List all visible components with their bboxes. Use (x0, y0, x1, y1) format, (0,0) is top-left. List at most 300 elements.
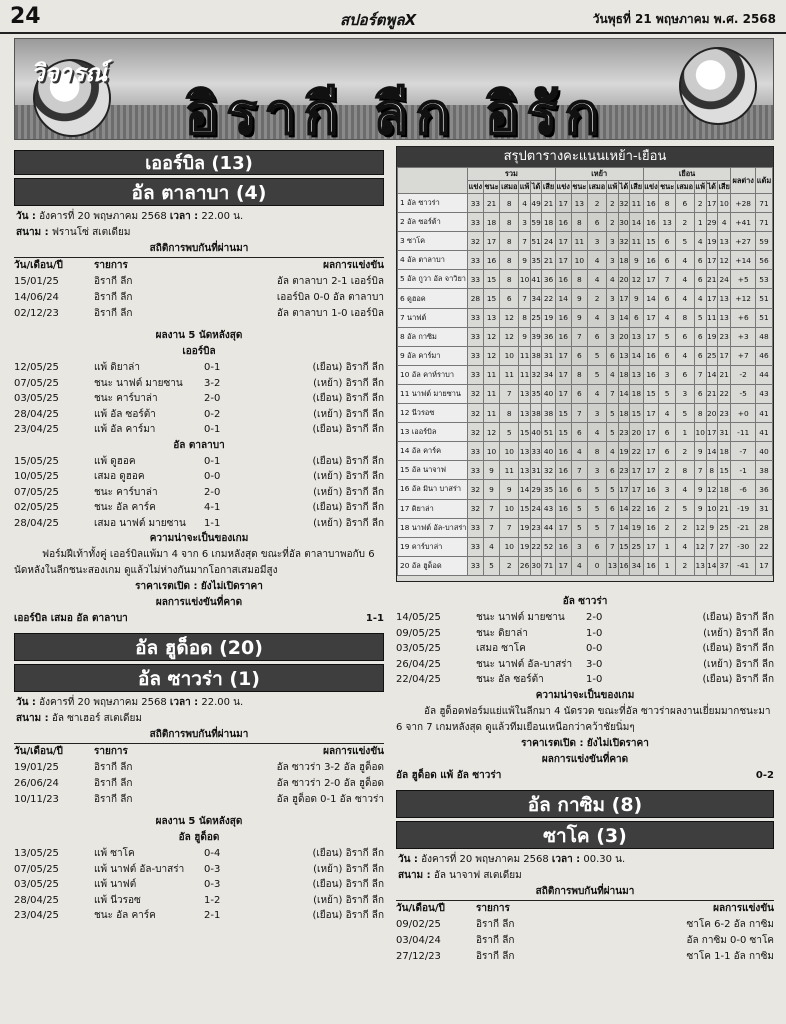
stat-cell: 16 (555, 308, 571, 327)
stat-cell: 5 (607, 404, 619, 423)
stat-cell: 20 (618, 327, 629, 346)
stat-cell: 4 (571, 442, 587, 461)
form-venue: (เหย้า) อิรากี ลีก (313, 863, 384, 875)
stat-cell: 33 (468, 327, 484, 346)
form-venue: (เหย้า) อิรากี ลีก (313, 377, 384, 389)
standings-row (398, 289, 773, 308)
stat-cell: 71 (542, 556, 556, 575)
form-venue: (เหย้า) อิรากี ลีก (313, 486, 384, 498)
team-name: 2 อัล ซอร์ต้า (398, 213, 468, 232)
stat-cell: 2 (675, 213, 694, 232)
column-header: ชนะ (483, 181, 499, 194)
standings-row (398, 251, 773, 270)
stat-cell: 27 (717, 537, 731, 556)
stat-cell: 10 (500, 442, 519, 461)
stat-cell: 23 (717, 404, 731, 423)
stat-cell: 9 (630, 251, 644, 270)
h2h-date: 02/12/23 (14, 308, 59, 319)
stat-cell: 24 (542, 232, 556, 251)
stat-cell: 15 (643, 232, 659, 251)
form-date: 22/04/25 (396, 674, 441, 685)
h2h-row (14, 760, 384, 776)
stat-cell: 35 (530, 251, 541, 270)
stat-cell: +12 (731, 289, 756, 308)
form-date: 13/05/25 (14, 848, 59, 859)
stat-cell: 41 (530, 270, 541, 289)
stat-cell: 4 (519, 194, 531, 213)
column-header: แข่ง (555, 181, 571, 194)
stat-cell: 14 (630, 213, 644, 232)
stat-cell: 48 (755, 327, 772, 346)
stat-cell: 6 (694, 270, 706, 289)
stat-cell: 13 (630, 327, 644, 346)
h2h-competition: อิรากี ลีก (94, 762, 133, 773)
stat-cell: 6 (659, 442, 675, 461)
stat-cell: 32 (468, 499, 484, 518)
match3-h2h-list (396, 917, 774, 965)
stat-cell: 32 (468, 404, 484, 423)
stat-cell: 4 (694, 232, 706, 251)
form-date: 07/05/25 (14, 863, 59, 875)
stat-cell: 17 (643, 537, 659, 556)
form-match: ชนะ นาฟต์ มายซาน (94, 377, 183, 389)
standings-row (398, 346, 773, 365)
match3-team-bar: ซาโค (3) (396, 821, 774, 849)
stat-cell: 25 (630, 537, 644, 556)
form-date: 14/05/25 (396, 612, 441, 623)
form-date: 10/05/25 (14, 471, 59, 482)
stat-cell: 33 (468, 213, 484, 232)
stat-cell: 16 (643, 213, 659, 232)
h2h-date: 14/06/24 (14, 292, 59, 303)
stat-cell: 11 (483, 384, 499, 403)
stat-cell: 14 (618, 308, 629, 327)
stat-cell: 8 (500, 251, 519, 270)
standings-title: สรุปตารางคะแนนเหย้า-เยือน (397, 147, 773, 167)
form-match: เสมอ นาฟต์ มายซาน (94, 517, 186, 529)
form-score: 1-2 (204, 894, 221, 906)
stat-cell: 31 (542, 346, 556, 365)
form-row (14, 908, 384, 924)
stat-cell: 2 (607, 194, 619, 213)
stat-cell: 17 (643, 308, 659, 327)
match1-teamB-label: อัล ตาลาบา (173, 439, 225, 451)
stat-cell: 3 (607, 308, 619, 327)
form-row (396, 657, 774, 673)
stat-cell: 38 (530, 346, 541, 365)
stat-cell: 20 (706, 404, 717, 423)
column-header: แพ้ (607, 181, 619, 194)
match1-prob-text: ฟอร์มฝีเท้าทั้งคู่ เออร์บิลแพ้มา 4 จาก 6 เกมหลังสุด ขณะที่อัล ตาลาบาพอกับ 6 นัดหลังในลีกชนะสองเกม ดูแล้วไม่ห่างกันมากโอกาสเสมอมีสูง (14, 549, 375, 576)
form-score: 0-3 (204, 863, 221, 875)
stat-cell: 10 (694, 423, 706, 442)
stat-cell: 19 (618, 442, 629, 461)
stat-cell: 12 (500, 308, 519, 327)
team-name: 13 เออร์บิล (398, 423, 468, 442)
stat-cell: 11 (630, 232, 644, 251)
stat-cell: 2 (694, 194, 706, 213)
stat-cell: 5 (588, 365, 607, 384)
stat-cell: 32 (530, 365, 541, 384)
stat-cell: 2 (607, 213, 619, 232)
form-score: 0-1 (204, 362, 221, 373)
team-name: 8 อัล กาซิม (398, 327, 468, 346)
stat-cell: 18 (483, 213, 499, 232)
stat-cell: 6 (659, 289, 675, 308)
column-header: เสมอ (588, 181, 607, 194)
stat-cell: 13 (519, 404, 531, 423)
page-number: 24 (10, 4, 41, 29)
form-match: ชนะ นาฟต์ มายซาน (476, 612, 565, 623)
standings-row (398, 556, 773, 575)
match3-info: วัน : อังคารที่ 20 พฤษภาคม 2568 เวลา : 00.30 น. สนาม : อัล นาจาฟ สเตเดียม (398, 853, 626, 881)
stat-cell: 13 (519, 461, 531, 480)
stat-cell: 17 (643, 442, 659, 461)
form-match: แพ้ ดูฮอค (94, 455, 136, 467)
stat-cell: 14 (706, 442, 717, 461)
stat-cell: 14 (618, 499, 629, 518)
stat-cell: 5 (659, 384, 675, 403)
stat-cell: 5 (500, 423, 519, 442)
form-match: ชนะ คาร์บาล่า (94, 486, 158, 498)
match1-info: วัน : อังคารที่ 20 พฤษภาคม 2568 เวลา : 22.00 น. สนาม : ฟรานโซ่ สเตเดียม (16, 211, 244, 238)
match2-h2h-list (14, 760, 384, 808)
form-row (14, 360, 384, 376)
column-header: ได้ (530, 181, 541, 194)
stat-cell: 18 (717, 442, 731, 461)
form-match: ชนะ อัล คาร์ค (94, 502, 156, 513)
h2h-result: ซาโค 6-2 อัล กาซิม (686, 918, 774, 930)
form-row (14, 500, 384, 516)
form-date: 02/05/25 (14, 502, 59, 513)
stat-cell: 21 (542, 194, 556, 213)
stat-cell: 51 (530, 232, 541, 251)
stat-cell: 16 (643, 480, 659, 499)
form-match: แพ้ ซาโค (94, 848, 135, 859)
stat-cell: 5 (694, 308, 706, 327)
h2h-result: อัล ตาลาบา 1-0 เออร์บิล (276, 308, 384, 319)
stat-cell: 18 (717, 480, 731, 499)
stat-cell: 59 (530, 213, 541, 232)
stat-cell: 10 (500, 537, 519, 556)
standings-row (398, 308, 773, 327)
stat-cell: 14 (519, 480, 531, 499)
stat-cell: 51 (755, 289, 772, 308)
stat-cell: 17 (630, 480, 644, 499)
stat-cell: 5 (675, 232, 694, 251)
stat-cell: 8 (500, 404, 519, 423)
h2h-competition: อิรากี ลีก (476, 950, 515, 962)
match1-group-bar: เออร์บิล (13) (14, 150, 384, 175)
form-date: 09/05/25 (396, 627, 441, 639)
form-match: เสมอ ดูฮอค (94, 471, 145, 482)
stat-cell: 6 (571, 346, 587, 365)
stat-cell: 14 (706, 365, 717, 384)
stat-cell: 35 (530, 384, 541, 403)
stat-cell: 6 (675, 327, 694, 346)
stat-cell: 59 (755, 232, 772, 251)
stat-cell: 17 (555, 365, 571, 384)
stat-cell: +41 (731, 213, 756, 232)
stat-cell: 9 (630, 289, 644, 308)
h2h-result: เออร์บิล 0-0 อัล ตาลาบา (276, 292, 384, 303)
stat-cell: 40 (542, 442, 556, 461)
stat-cell: 38 (542, 404, 556, 423)
form-match: ชนะ คาร์บาล่า (94, 393, 158, 404)
match2-formA-list (14, 846, 384, 924)
stat-cell: 4 (675, 270, 694, 289)
stat-cell: 8 (500, 232, 519, 251)
h2h-row (14, 776, 384, 792)
stat-cell: 6 (607, 499, 619, 518)
stat-cell: 3 (659, 365, 675, 384)
h2h-result: ซาโค 1-1 อัล กาซิม (686, 950, 774, 962)
stat-cell: 12 (630, 270, 644, 289)
stat-cell: 15 (483, 289, 499, 308)
stat-cell: 3 (571, 537, 587, 556)
form-match: ชนะ อัล คาร์ค (94, 910, 156, 921)
stat-cell: 22 (630, 499, 644, 518)
stat-cell: 16 (555, 270, 571, 289)
stat-cell: 17 (706, 423, 717, 442)
match1-formB-list (14, 454, 384, 532)
form-row (14, 454, 384, 470)
stat-cell: +27 (731, 232, 756, 251)
h2h-date: 26/06/24 (14, 778, 59, 789)
stat-cell: 33 (468, 461, 484, 480)
form-row (14, 391, 384, 407)
left-column (14, 150, 384, 924)
match2-teamB-label: อัล ซาวร่า (562, 596, 608, 607)
form-score: 1-0 (586, 627, 603, 639)
form-venue: (เยือน) อิรากี ลีก (312, 393, 384, 404)
stat-cell: 6 (659, 232, 675, 251)
stat-cell: 8 (500, 213, 519, 232)
stat-cell: 16 (555, 442, 571, 461)
form-match: แพ้ ดิยาล่า (94, 362, 140, 373)
stat-cell: 5 (675, 499, 694, 518)
stat-cell: 13 (717, 289, 731, 308)
form-score: 0-0 (204, 471, 221, 482)
stat-cell: 2 (675, 556, 694, 575)
stat-cell: 8 (571, 270, 587, 289)
stat-cell: 13 (483, 308, 499, 327)
stat-cell: 16 (555, 480, 571, 499)
stat-cell: 12 (483, 423, 499, 442)
form-score: 0-0 (586, 643, 603, 654)
form-score: 0-4 (204, 848, 221, 859)
stat-cell: 52 (542, 537, 556, 556)
form-venue: (เยือน) อิรากี ลีก (312, 502, 384, 513)
form-score: 2-0 (586, 612, 603, 623)
match2-prediction: อัล ฮูด็อด แพ้ อัล ซาวร่า 0-2 (396, 769, 774, 781)
stat-cell: 7 (706, 537, 717, 556)
stat-cell: 13 (630, 365, 644, 384)
stat-cell: 38 (755, 461, 772, 480)
stat-cell: 16 (643, 251, 659, 270)
stat-cell: 8 (519, 308, 531, 327)
stat-cell: 21 (717, 499, 731, 518)
standings-row (398, 404, 773, 423)
match2-info: วัน : อังคารที่ 20 พฤษภาคม 2568 เวลา : 22.00 น. สนาม : อัล ซาเฮอร์ สเตเดียม (16, 697, 244, 724)
stat-cell: 3 (607, 232, 619, 251)
stat-cell: 33 (468, 251, 484, 270)
form-date: 23/04/25 (14, 910, 59, 921)
stat-cell: 40 (542, 384, 556, 403)
stat-cell: 6 (500, 289, 519, 308)
stat-cell: 7 (571, 461, 587, 480)
h2h-competition: อิรากี ลีก (94, 276, 133, 287)
team-name: 12 นีวรอซ (398, 404, 468, 423)
stat-cell: 7 (694, 365, 706, 384)
stat-cell: 6 (607, 346, 619, 365)
stat-cell: 16 (555, 461, 571, 480)
stat-cell: 11 (706, 308, 717, 327)
stat-cell: 4 (659, 404, 675, 423)
h2h-row (14, 290, 384, 306)
form-match: แพ้ นาฟต์ อัล-บาสร่า (94, 863, 185, 875)
stat-cell: 36 (542, 327, 556, 346)
stat-cell: 17 (643, 461, 659, 480)
form-score: 0-3 (204, 879, 221, 890)
stat-cell: 13 (659, 213, 675, 232)
stat-cell: 37 (717, 556, 731, 575)
stat-cell: 7 (519, 232, 531, 251)
form-row (14, 862, 384, 878)
form-venue: (เหย้า) อิรากี ลีก (313, 471, 384, 482)
match2-pred-title: ผลการแข่งขันที่คาด (541, 753, 629, 765)
match2-teamA-label: อัล ฮูด็อด (178, 832, 220, 843)
standings-row (398, 213, 773, 232)
stat-cell: 17 (555, 251, 571, 270)
match3-h2h-title: สถิติการพบกันที่ผ่านมา (535, 885, 635, 897)
stat-cell: 3 (519, 213, 531, 232)
stat-cell: 19 (706, 232, 717, 251)
h2h-competition: อิรากี ลีก (476, 918, 515, 930)
stat-cell: 5 (675, 404, 694, 423)
stat-cell: 4 (675, 537, 694, 556)
standings-row (398, 480, 773, 499)
match1-price: ราคาเรตเปิด : ยังไม่เปิดราคา (135, 581, 263, 592)
team-name: 16 อัล มินา บาสร่า (398, 480, 468, 499)
stat-cell: -11 (731, 423, 756, 442)
right-column (396, 594, 774, 965)
stat-cell: 15 (630, 404, 644, 423)
match1-team-bar: อัล ตาลาบา (4) (14, 178, 384, 206)
stat-cell: 25 (717, 518, 731, 537)
form-score: 1-1 (204, 517, 221, 529)
stat-cell: 49 (530, 194, 541, 213)
stat-cell: 6 (675, 194, 694, 213)
stat-cell: 4 (675, 251, 694, 270)
h2h-header: วัน/เดือน/ปี รายการ ผลการแข่งขัน (14, 257, 384, 274)
stat-cell: 10 (571, 251, 587, 270)
form-date: 26/04/25 (396, 658, 441, 670)
team-name: 5 อัล กูวา อัล จาวิยา (398, 270, 468, 289)
stat-cell: 17 (483, 232, 499, 251)
form-row (14, 469, 384, 485)
match1-prediction: เออร์บิล เสมอ อัล ตาลาบา 1-1 (14, 613, 384, 624)
stat-cell: 25 (706, 346, 717, 365)
stat-cell: 16 (643, 499, 659, 518)
stat-cell: 4 (675, 346, 694, 365)
team-name: 18 นาฟต์ อัล-บาสร่า (398, 518, 468, 537)
stat-cell: 8 (675, 308, 694, 327)
standings-row (398, 518, 773, 537)
stat-cell: 22 (542, 289, 556, 308)
stat-cell: 4 (675, 289, 694, 308)
stat-cell: 5 (588, 480, 607, 499)
h2h-date: 15/01/25 (14, 276, 59, 287)
stat-cell: 31 (530, 461, 541, 480)
stat-cell: 7 (571, 404, 587, 423)
stat-cell: -19 (731, 499, 756, 518)
form-row (14, 485, 384, 501)
stat-cell: 6 (694, 346, 706, 365)
column-header: แพ้ (694, 181, 706, 194)
stat-cell: 13 (571, 194, 587, 213)
column-header: แข่ง (643, 181, 659, 194)
form-row (14, 376, 384, 392)
match2-h2h-title: สถิติการพบกันที่ผ่านมา (149, 729, 249, 740)
stat-cell: 40 (755, 442, 772, 461)
h2h-date: 09/02/25 (396, 918, 441, 930)
team-name: 9 อัล คาร์มา (398, 346, 468, 365)
stat-cell: 3 (607, 327, 619, 346)
stat-cell: 51 (542, 423, 556, 442)
column-header: เสีย (630, 181, 644, 194)
h2h-competition: อิรากี ลีก (94, 308, 133, 319)
stat-cell: 35 (542, 480, 556, 499)
stat-cell: 17 (717, 346, 731, 365)
form-match: ชนะ ดิยาล่า (476, 627, 528, 639)
stat-cell: 8 (675, 461, 694, 480)
team-name: 4 อัล ตาลาบา (398, 251, 468, 270)
stat-cell: 21 (483, 194, 499, 213)
stat-cell: 13 (618, 346, 629, 365)
stat-cell: 33 (468, 556, 484, 575)
stat-cell: 33 (468, 270, 484, 289)
standings-row (398, 537, 773, 556)
stat-cell: 5 (607, 480, 619, 499)
stat-cell: 8 (706, 461, 717, 480)
stat-cell: +6 (731, 308, 756, 327)
stat-cell: 17 (706, 194, 717, 213)
stat-cell: 17 (643, 423, 659, 442)
team-name: 11 นาฟต์ มายซาน (398, 384, 468, 403)
stat-cell: 11 (500, 365, 519, 384)
stat-cell: 33 (468, 308, 484, 327)
form-score: 4-1 (204, 502, 221, 513)
stat-cell: 6 (588, 327, 607, 346)
form-date: 03/05/25 (14, 879, 59, 890)
stat-cell: 28 (468, 289, 484, 308)
stat-cell: 6 (607, 461, 619, 480)
stat-cell: 2 (675, 442, 694, 461)
banner-kicker: วิจารณ์ (31, 59, 108, 87)
form-date: 03/05/25 (14, 393, 59, 404)
stat-cell: 56 (755, 251, 772, 270)
stat-cell: 6 (659, 423, 675, 442)
stat-cell: 33 (468, 518, 484, 537)
form-row (14, 516, 384, 532)
form-venue: (เหย้า) อิรากี ลีก (313, 894, 384, 906)
stat-cell: 6 (675, 365, 694, 384)
stat-cell: 10 (717, 194, 731, 213)
stat-cell: 16 (643, 346, 659, 365)
stat-cell: +28 (731, 194, 756, 213)
stat-cell: 18 (618, 251, 629, 270)
